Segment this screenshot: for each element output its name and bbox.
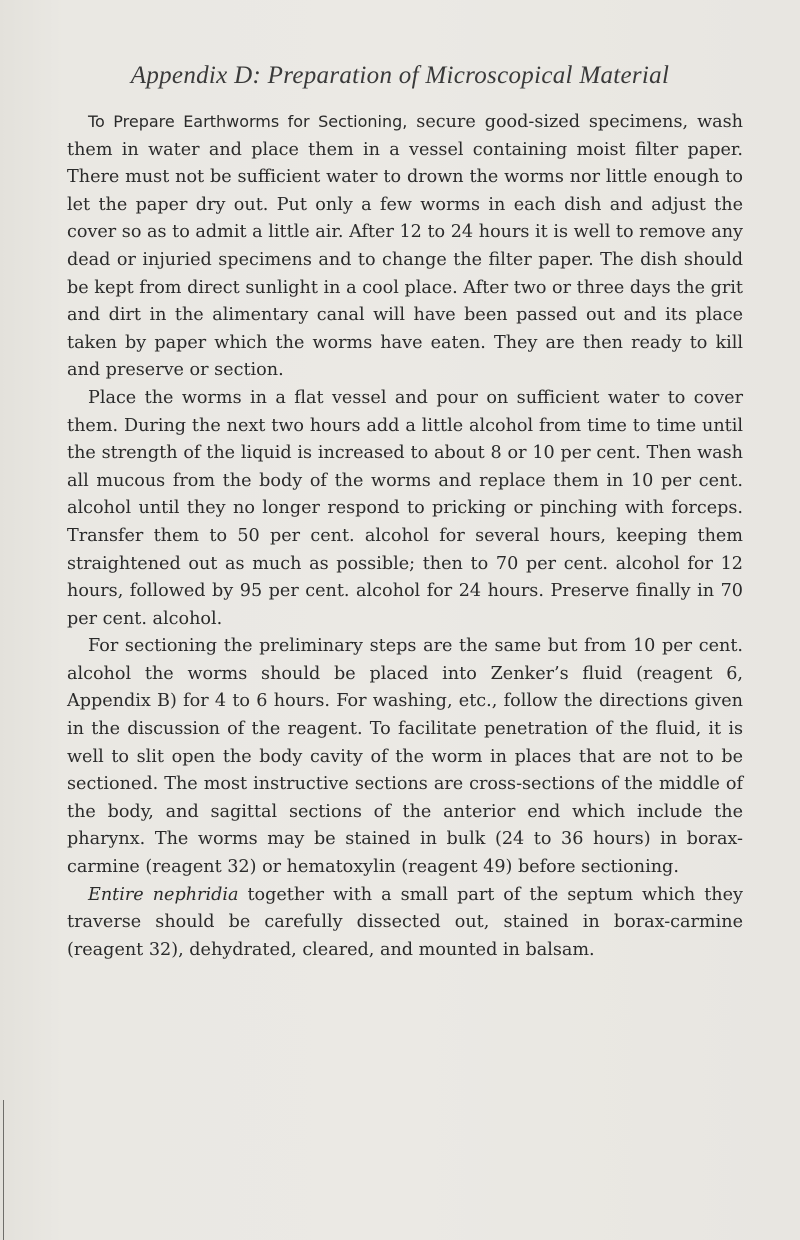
paragraph-text: together with a small part of the septum which they traverse should be carefully dissected out, stained in borax-carmine (reagent 32), dehydrated, cleared, and mounted in balsam. [67,884,743,960]
running-head: Appendix D: Preparation of Microscopical Material [130,62,670,89]
paragraph-earthworm-prep [67,108,743,385]
paragraph-nephridia [67,882,743,965]
paragraph-text: secure good-sized specimens, wash them in water and place them in a vessel containing moist filter paper. There must not be sufficient water to drown the worms nor little enough to let the paper dry out. Put only a few worms in each dish and adjust the cover so as to admit a little air. After 12 to 24 hours it is well to remove any dead or injuried specimens and to change the filter paper. The dish should be kept from direct sunlight in a cool place. After two or three days the grit and dirt in the alimentary canal will have been passed out and its place taken by paper which the worms have eaten. They are then ready to kill and preserve or section. [67,112,743,381]
page-edge-shadow [3,1100,4,1240]
paragraph-sectioning: For sectioning the preliminary steps are the same but from 10 per cent. alcohol the worms should be placed into Zenker’s fluid (reagent 6, Appendix B) for 4 to 6 hours. For washing, etc., follow the directions given in the discussion of the reagent. To facilitate penetration of the fluid, it is well to slit open the body cavity of the worm in places that are not to be sectioned. The most instructive sections are cross-sections of the middle of the body, and sagittal sections of the anterior end which include the pharynx. The worms may be stained in bulk (24 to 36 hours) in borax-carmine (reagent 32) or hematoxylin (reagent 49) before sectioning. [67,636,743,878]
section-heading: To Prepare Earthworms for Sectioning, [88,112,408,131]
paragraph-killing-preserving: Place the worms in a flat vessel and pour on sufficient water to cover them. During the next two hours add a little alcohol from time to time until the strength of the liquid is increased to about 8 or 10 per cent. Then wash all mucous from the body of the worms and replace them in 10 per cent. alcohol until they no longer respond to pricking or pinching with forceps. Transfer them to 50 per cent. alcohol for several hours, keeping them straightened out as much as possible; then to 70 per cent. alcohol for 12 hours, followed by 95 per cent. alcohol for 24 hours. Preserve finally in 70 per cent. alcohol. [67,387,743,629]
body-text [67,108,743,964]
italic-term: Entire nephridia [88,884,239,905]
